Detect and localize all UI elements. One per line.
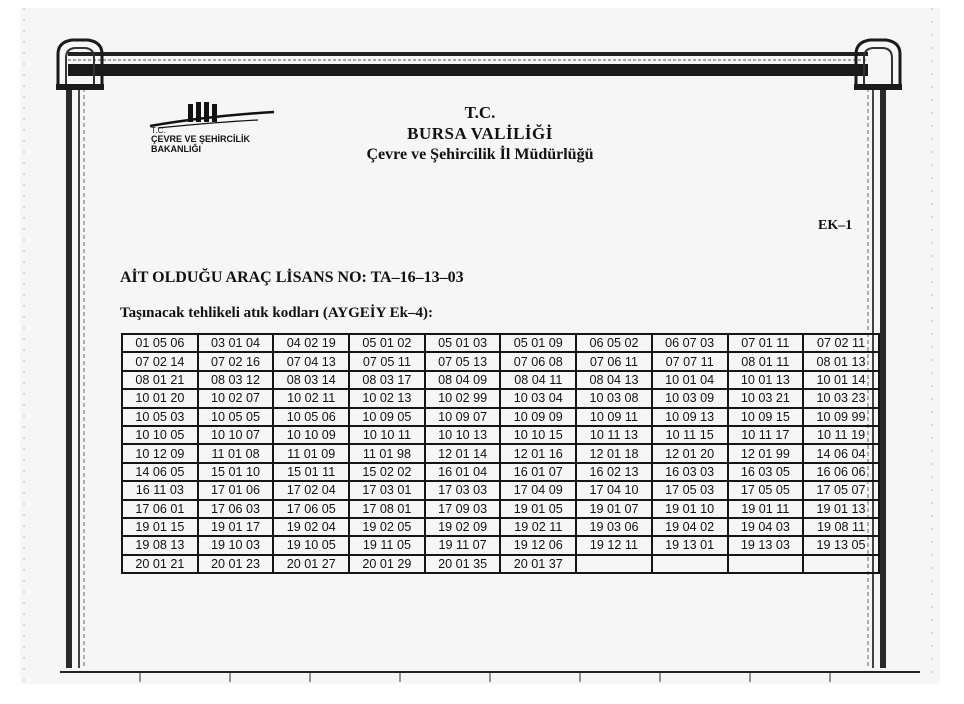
logo-tc-text: T.C.: [151, 126, 167, 135]
waste-code-cell: 10 01 04: [652, 371, 728, 389]
waste-code-cell: 11 01 09: [273, 444, 349, 462]
ministry-building-icon: [148, 100, 298, 130]
table-row: [122, 371, 879, 389]
waste-code-cell: 15 01 11: [273, 463, 349, 481]
waste-code-cell: 19 02 09: [425, 518, 501, 536]
waste-code-cell: 08 03 14: [273, 371, 349, 389]
waste-code-cell: 10 09 99: [803, 408, 879, 426]
waste-code-cell: 07 02 14: [122, 352, 198, 370]
waste-code-cell: 10 05 03: [122, 408, 198, 426]
waste-code-cell: 08 03 12: [198, 371, 274, 389]
waste-code-cell: 10 10 07: [198, 426, 274, 444]
waste-code-cell: 17 03 01: [349, 481, 425, 499]
waste-code-cell: 17 05 05: [728, 481, 804, 499]
waste-code-cell: 20 01 27: [273, 555, 349, 573]
waste-code-cell: 07 05 11: [349, 352, 425, 370]
waste-code-cell: 10 11 15: [652, 426, 728, 444]
table-row: [122, 500, 879, 518]
waste-code-cell: 07 05 13: [425, 352, 501, 370]
waste-code-cell: 10 10 09: [273, 426, 349, 444]
bottom-border: [60, 668, 920, 682]
header-tc: T.C.: [464, 103, 496, 122]
waste-code-cell: 17 01 06: [198, 481, 274, 499]
empty-cell: [576, 555, 652, 573]
waste-code-cell: 10 03 09: [652, 389, 728, 407]
waste-code-cell: 10 09 13: [652, 408, 728, 426]
waste-code-cell: 19 02 11: [500, 518, 576, 536]
waste-code-cell: 12 01 20: [652, 444, 728, 462]
waste-code-cell: 17 02 04: [273, 481, 349, 499]
waste-code-cell: 10 09 05: [349, 408, 425, 426]
waste-code-cell: 10 01 14: [803, 371, 879, 389]
waste-code-cell: 17 04 10: [576, 481, 652, 499]
table-row: [122, 389, 879, 407]
empty-cell: [803, 555, 879, 573]
waste-code-cell: 19 13 05: [803, 536, 879, 554]
waste-code-cell: 10 12 09: [122, 444, 198, 462]
waste-code-cell: 16 01 04: [425, 463, 501, 481]
waste-code-cell: 08 04 09: [425, 371, 501, 389]
waste-code-cell: 10 03 23: [803, 389, 879, 407]
table-row: [122, 408, 879, 426]
waste-code-cell: 20 01 37: [500, 555, 576, 573]
waste-code-cell: 10 03 08: [576, 389, 652, 407]
waste-code-cell: 19 01 07: [576, 500, 652, 518]
waste-code-cell: 17 08 01: [349, 500, 425, 518]
waste-code-cell: 08 01 21: [122, 371, 198, 389]
waste-code-cell: 19 10 05: [273, 536, 349, 554]
waste-code-cell: 05 01 03: [425, 334, 501, 352]
waste-code-cell: 12 01 14: [425, 444, 501, 462]
waste-code-cell: 08 01 11: [728, 352, 804, 370]
waste-code-cell: 19 01 11: [728, 500, 804, 518]
waste-code-cell: 12 01 99: [728, 444, 804, 462]
waste-code-cell: 19 01 10: [652, 500, 728, 518]
waste-code-cell: 08 04 13: [576, 371, 652, 389]
waste-code-cell: 17 09 03: [425, 500, 501, 518]
waste-code-cell: 17 04 09: [500, 481, 576, 499]
waste-code-cell: 08 04 11: [500, 371, 576, 389]
waste-code-cell: 07 06 11: [576, 352, 652, 370]
waste-code-cell: 16 06 06: [803, 463, 879, 481]
header-directorate: Çevre ve Şehircilik İl Müdürlüğü: [366, 146, 594, 163]
waste-code-cell: 17 05 07: [803, 481, 879, 499]
waste-code-cell: 17 03 03: [425, 481, 501, 499]
waste-code-cell: 07 02 11: [803, 334, 879, 352]
waste-code-cell: 07 07 11: [652, 352, 728, 370]
waste-code-cell: 10 09 15: [728, 408, 804, 426]
annex-label: EK–1: [818, 218, 853, 233]
waste-code-cell: 03 01 04: [198, 334, 274, 352]
table-row: [122, 536, 879, 554]
waste-codes-table: [121, 333, 880, 574]
waste-code-cell: 10 01 20: [122, 389, 198, 407]
waste-code-cell: 07 02 16: [198, 352, 274, 370]
waste-code-cell: 17 05 03: [652, 481, 728, 499]
waste-code-cell: 12 01 16: [500, 444, 576, 462]
waste-code-cell: 16 11 03: [122, 481, 198, 499]
waste-code-cell: 20 01 35: [425, 555, 501, 573]
table-row: [122, 481, 879, 499]
waste-code-cell: 11 01 08: [198, 444, 274, 462]
waste-code-cell: 15 02 02: [349, 463, 425, 481]
waste-code-cell: 19 12 06: [500, 536, 576, 554]
waste-code-cell: 19 04 03: [728, 518, 804, 536]
waste-code-cell: 10 10 11: [349, 426, 425, 444]
waste-code-cell: 14 06 04: [803, 444, 879, 462]
logo-ministry-line1: ÇEVRE VE ŞEHİRCİLİK: [151, 134, 251, 144]
waste-code-cell: 20 01 23: [198, 555, 274, 573]
waste-code-cell: 10 09 07: [425, 408, 501, 426]
waste-code-cell: 07 04 13: [273, 352, 349, 370]
waste-code-cell: 19 02 05: [349, 518, 425, 536]
license-number: AİT OLDUĞU ARAÇ LİSANS NO: TA–16–13–03: [120, 269, 464, 286]
waste-code-cell: 01 05 06: [122, 334, 198, 352]
waste-code-cell: 15 01 10: [198, 463, 274, 481]
waste-code-cell: 10 03 04: [500, 389, 576, 407]
empty-cell: [728, 555, 804, 573]
codes-caption: Taşınacak tehlikeli atık kodları (AYGEİY Ek–4):: [120, 305, 433, 321]
waste-code-cell: 16 03 03: [652, 463, 728, 481]
waste-code-cell: 10 02 99: [425, 389, 501, 407]
waste-code-cell: 14 06 05: [122, 463, 198, 481]
waste-code-cell: 19 12 11: [576, 536, 652, 554]
waste-code-cell: 19 10 03: [198, 536, 274, 554]
waste-code-cell: 10 11 19: [803, 426, 879, 444]
waste-code-cell: 10 03 21: [728, 389, 804, 407]
waste-code-cell: 16 01 07: [500, 463, 576, 481]
waste-code-cell: 19 13 03: [728, 536, 804, 554]
waste-code-cell: 10 10 15: [500, 426, 576, 444]
waste-code-cell: 06 05 02: [576, 334, 652, 352]
table-row: [122, 518, 879, 536]
waste-code-cell: 19 02 04: [273, 518, 349, 536]
waste-code-cell: 10 09 11: [576, 408, 652, 426]
waste-code-cell: 19 01 15: [122, 518, 198, 536]
table-row: [122, 444, 879, 462]
waste-code-cell: 08 01 13: [803, 352, 879, 370]
waste-code-cell: 11 01 98: [349, 444, 425, 462]
table-row: [122, 426, 879, 444]
waste-code-cell: 05 01 02: [349, 334, 425, 352]
waste-code-cell: 19 08 13: [122, 536, 198, 554]
waste-code-cell: 10 09 09: [500, 408, 576, 426]
waste-code-cell: 10 10 05: [122, 426, 198, 444]
waste-code-cell: 10 02 07: [198, 389, 274, 407]
waste-code-cell: 07 01 11: [728, 334, 804, 352]
waste-code-cell: 19 01 17: [198, 518, 274, 536]
waste-code-cell: 20 01 21: [122, 555, 198, 573]
waste-code-cell: 17 06 03: [198, 500, 274, 518]
waste-code-cell: 06 07 03: [652, 334, 728, 352]
waste-code-cell: 19 11 07: [425, 536, 501, 554]
waste-code-cell: 10 11 17: [728, 426, 804, 444]
waste-code-cell: 17 06 05: [273, 500, 349, 518]
table-row: [122, 334, 879, 352]
waste-code-cell: 08 03 17: [349, 371, 425, 389]
table-row: [122, 463, 879, 481]
waste-code-cell: 05 01 09: [500, 334, 576, 352]
waste-code-cell: 20 01 29: [349, 555, 425, 573]
waste-code-cell: 19 03 06: [576, 518, 652, 536]
waste-code-cell: 19 13 01: [652, 536, 728, 554]
document-header: [330, 102, 630, 166]
document-page: [20, 8, 940, 684]
waste-code-cell: 19 01 13: [803, 500, 879, 518]
waste-code-cell: 10 01 13: [728, 371, 804, 389]
waste-code-cell: 19 11 05: [349, 536, 425, 554]
waste-code-cell: 10 11 13: [576, 426, 652, 444]
empty-cell: [652, 555, 728, 573]
waste-code-cell: 16 03 05: [728, 463, 804, 481]
waste-code-cell: 19 01 05: [500, 500, 576, 518]
waste-code-cell: 10 10 13: [425, 426, 501, 444]
waste-code-cell: 07 06 08: [500, 352, 576, 370]
waste-code-cell: 19 04 02: [652, 518, 728, 536]
logo-ministry-name: [151, 134, 250, 154]
header-governorship: BURSA VALİLİĞİ: [407, 124, 553, 143]
waste-code-cell: 12 01 18: [576, 444, 652, 462]
ministry-logo: [148, 100, 298, 160]
waste-code-cell: 17 06 01: [122, 500, 198, 518]
waste-code-cell: 16 02 13: [576, 463, 652, 481]
table-row: [122, 352, 879, 370]
waste-code-cell: 10 05 05: [198, 408, 274, 426]
logo-ministry-line2: BAKANLIĞI: [151, 144, 201, 154]
waste-code-cell: 19 08 11: [803, 518, 879, 536]
waste-code-cell: 10 02 13: [349, 389, 425, 407]
waste-code-cell: 10 05 06: [273, 408, 349, 426]
waste-code-cell: 10 02 11: [273, 389, 349, 407]
waste-code-cell: 04 02 19: [273, 334, 349, 352]
table-row: [122, 555, 879, 573]
